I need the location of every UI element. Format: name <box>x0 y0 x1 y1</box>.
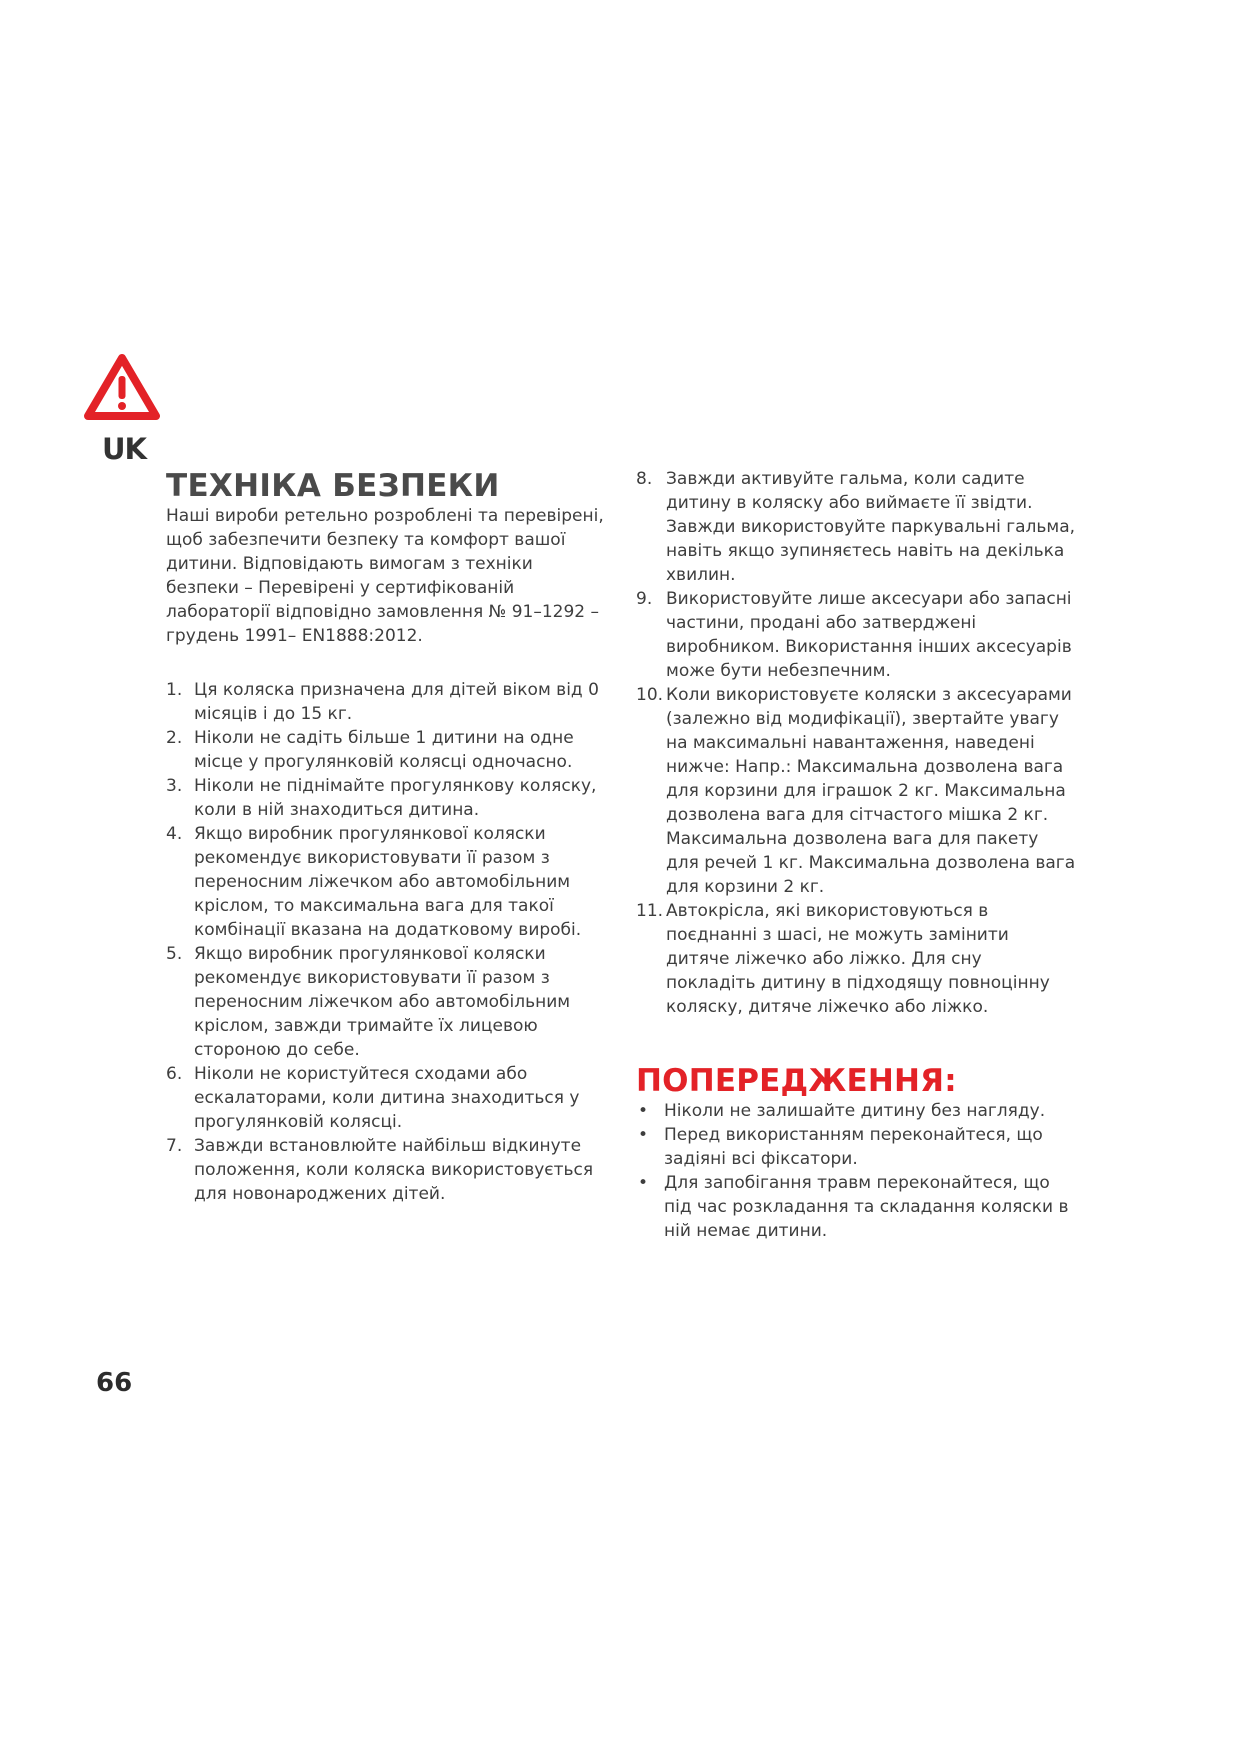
rule-text: Використовуйте лише аксесуари або запасні частини, продані або затверджені виробником. Використання інших аксесуарів може бути небезпечним. <box>666 589 1072 681</box>
warning-item <box>636 1099 1076 1123</box>
warning-text: Ніколи не залишайте дитину без нагляду. <box>664 1101 1046 1121</box>
rule-text: Ніколи не садіть більше 1 дитини на одне місце у прогулянковій колясці одночасно. <box>194 728 574 772</box>
left-column <box>166 468 606 1206</box>
right-column <box>636 467 1076 1243</box>
rule-number: 3. <box>166 776 183 796</box>
page-title: ТЕХНІКА БЕЗПЕКИ <box>166 468 500 504</box>
rule-text: Якщо виробник прогулянкової коляски рекомендує використовувати її разом з переносним ліжечком або автомобільним кріслом, завжди тримайте їх лицевою стороною до себе. <box>194 944 571 1060</box>
rule-number: 1. <box>166 680 183 700</box>
rule-item <box>166 726 606 774</box>
rule-number: 7. <box>166 1136 183 1156</box>
rule-number: 10. <box>636 685 664 705</box>
rule-number: 9. <box>636 589 653 609</box>
safety-rules-list-left <box>166 678 606 1206</box>
intro-paragraph: Наші вироби ретельно розроблені та перевірені, щоб забезпечити безпеку та комфорт вашої дитини. Відповідають вимогам з техніки безпеки – Перевірені у сертифікованій лабораторії відповідно замовлення № 91–1292 – грудень 1991– EN1888:2012. <box>166 506 604 646</box>
rule-number: 2. <box>166 728 183 748</box>
rule-text: Ця коляска призначена для дітей віком від 0 місяців і до 15 кг. <box>194 680 599 724</box>
language-code: UK <box>102 432 147 466</box>
rule-item <box>166 678 606 726</box>
rule-item <box>636 587 1076 683</box>
page-number: 66 <box>96 1368 133 1398</box>
rule-text: Ніколи не піднімайте прогулянкову коляску, коли в ній знаходиться дитина. <box>194 776 597 820</box>
warning-title: ПОПЕРЕДЖЕННЯ: <box>636 1063 957 1099</box>
rule-item <box>166 774 606 822</box>
rule-item <box>166 1062 606 1134</box>
warning-text: Для запобігання травм переконайтеся, що під час розкладання та складання коляски в ній немає дитини. <box>664 1173 1069 1241</box>
rule-item <box>166 1134 606 1206</box>
rule-number: 11. <box>636 901 664 921</box>
rule-item <box>636 899 1076 1019</box>
rule-text: Ніколи не користуйтеся сходами або ескалаторами, коли дитина знаходиться у прогулянковій колясці. <box>194 1064 580 1132</box>
rule-number: 4. <box>166 824 183 844</box>
bullet-icon: • <box>638 1173 649 1193</box>
rule-number: 8. <box>636 469 653 489</box>
rule-number: 6. <box>166 1064 183 1084</box>
rule-text: Автокрісла, які використовуються в поєднанні з шасі, не можуть замінити дитяче ліжечко або ліжко. Для сну покладіть дитину в підходящу повноцінну коляску, дитяче ліжечко або ліжко. <box>666 901 1050 1017</box>
safety-rules-list-right <box>636 467 1076 1019</box>
warning-item <box>636 1171 1076 1243</box>
bullet-icon: • <box>638 1125 649 1145</box>
rule-item <box>166 942 606 1062</box>
rule-text: Завжди встановлюйте найбільш відкинуте положення, коли коляска використовується для новонароджених дітей. <box>194 1136 594 1204</box>
rule-item <box>636 467 1076 587</box>
rule-text: Коли використовуєте коляски з аксесуарами (залежно від модифікації), звертайте увагу на максимальні навантаження, наведені нижче: Напр.: Максимальна дозволена вага для корзини для іграшок 2 кг. Максимальна дозволена вага для сітчастого мішка 2 кг. Максимальна дозволена вага для пакету для речей 1 кг. Максимальна дозволена вага для корзини 2 кг. <box>666 685 1076 897</box>
rule-item <box>636 683 1076 899</box>
warning-triangle-icon <box>82 352 162 424</box>
bullet-icon: • <box>638 1101 649 1121</box>
rule-item <box>166 822 606 942</box>
warning-item <box>636 1123 1076 1171</box>
rule-text: Якщо виробник прогулянкової коляски рекомендує використовувати її разом з переносним ліжечком або автомобільним кріслом, то максимальна вага для такої комбінації вказана на додатковому виробі. <box>194 824 582 940</box>
rule-text: Завжди активуйте гальма, коли садите дитину в коляску або виймаєте її звідти. Завжди використовуйте паркувальні гальма, навіть якщо зупиняєтесь навіть на декілька хвилин. <box>666 469 1076 585</box>
warning-text: Перед використанням переконайтеся, що задіяні всі фіксатори. <box>664 1125 1043 1169</box>
rule-number: 5. <box>166 944 183 964</box>
warnings-list <box>636 1099 1076 1243</box>
